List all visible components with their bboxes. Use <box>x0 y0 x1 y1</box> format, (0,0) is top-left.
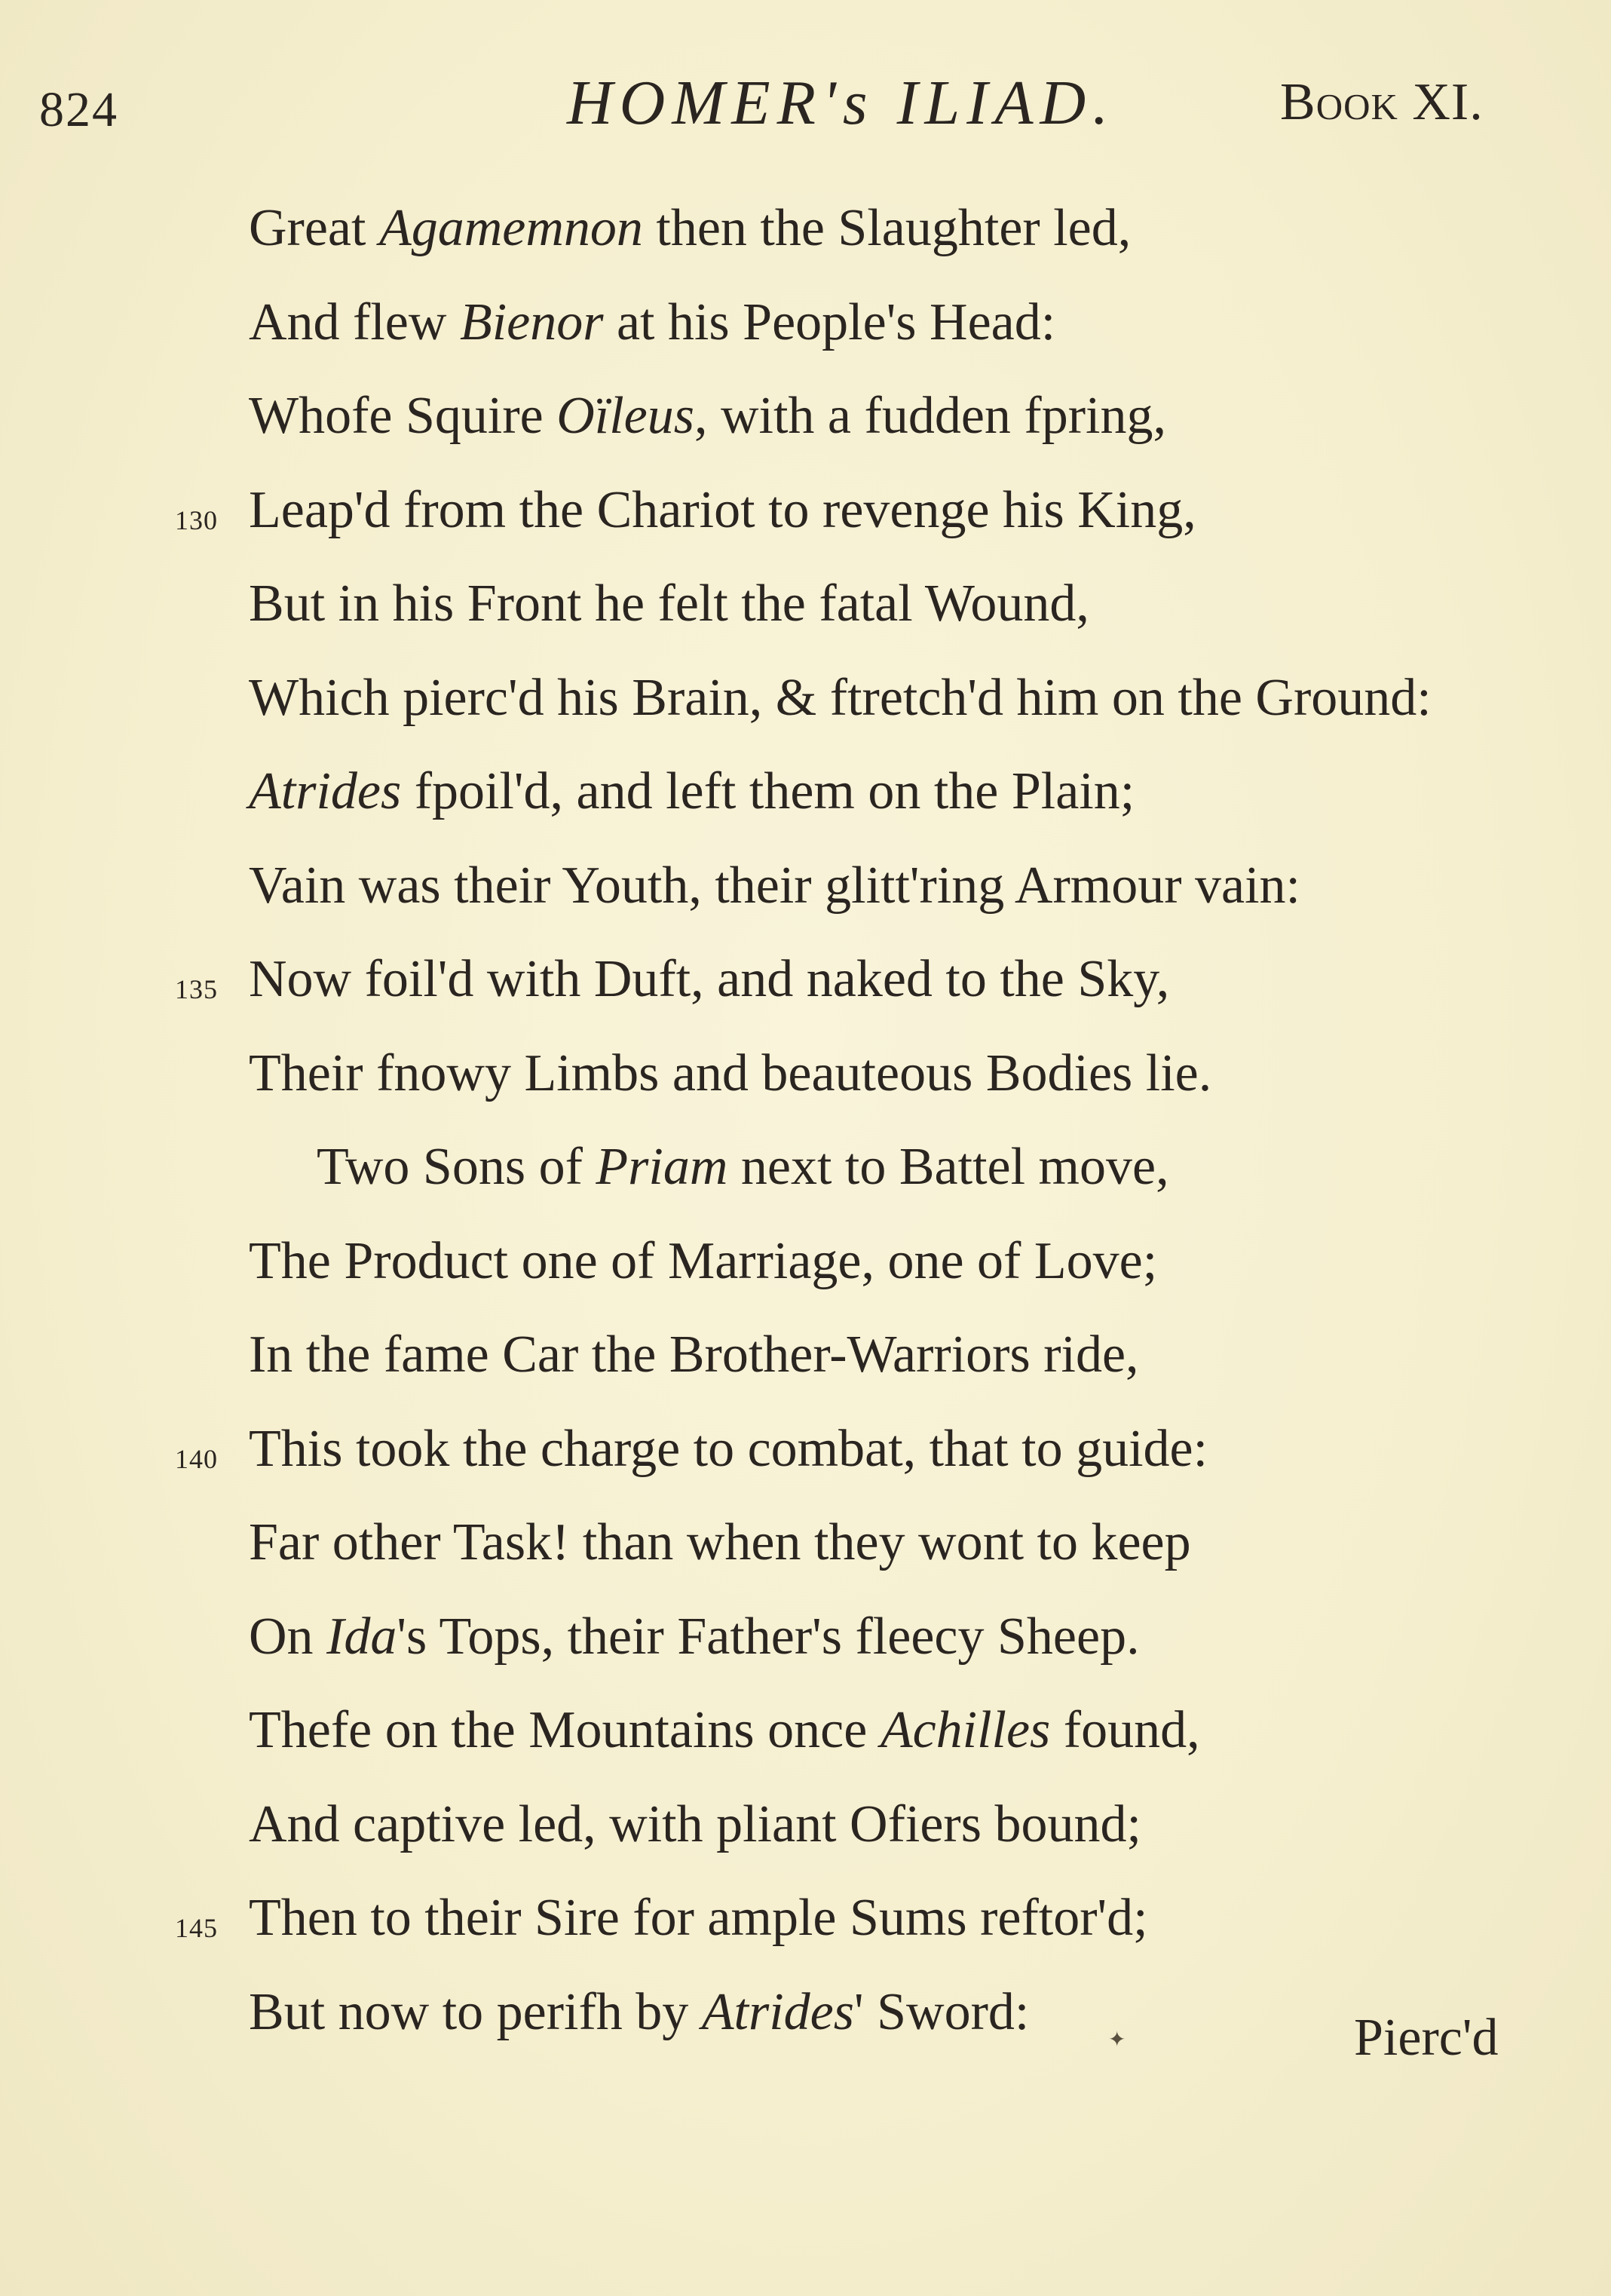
line-number: 135 <box>175 974 218 1004</box>
verse-text: Far other Task! than when they wont to keep <box>249 1513 1191 1571</box>
verse-name: Atrides <box>249 762 402 820</box>
verse-text: next to Battel move, <box>727 1138 1169 1196</box>
verse-line <box>249 1608 1140 1666</box>
verse-text: And flew <box>249 293 460 351</box>
verse-text: Whofe Squire <box>249 387 557 445</box>
verse-text: And captive led, with pliant Ofiers bound; <box>249 1795 1141 1853</box>
verse-text: fpoil'd, and left them on the Plain; <box>401 762 1135 820</box>
verse-text: ' Sword: <box>854 1983 1030 2041</box>
verse-name: Agamemnon <box>378 199 643 257</box>
verse-text: Which pierc'd his Brain, & ftretch'd him on the Ground: <box>249 669 1432 727</box>
verse-name: Priam <box>596 1138 728 1196</box>
verse-name: Atrides <box>701 1983 854 2041</box>
page-number: 824 <box>39 82 118 137</box>
verse-line <box>249 1044 1212 1102</box>
verse-name: Oïleus <box>556 387 694 445</box>
printer-mark: ✦ <box>1108 2028 1126 2052</box>
verse-line <box>249 1795 1141 1853</box>
line-number: 145 <box>175 1913 218 1943</box>
verse-name: Ida <box>326 1608 397 1666</box>
verse-text: Leap'd from the Chariot to revenge his King, <box>249 481 1196 539</box>
catchword: Pierc'd <box>1354 2009 1499 2067</box>
verse-line <box>249 669 1432 727</box>
verse-line <box>317 1138 1169 1196</box>
verse-text: In the fame Car the Brother-Warriors ride, <box>249 1326 1139 1384</box>
verse-text: But in his Front he felt the fatal Wound, <box>249 575 1089 633</box>
verse-text: , with a fudden fpring, <box>694 387 1166 445</box>
verse-line <box>249 1889 1148 1947</box>
verse-text: Then to their Sire for ample Sums reftor'd; <box>249 1889 1148 1947</box>
verse-text: But now to perifh by <box>249 1983 702 2041</box>
verse-text: Their fnowy Limbs and beauteous Bodies lie. <box>249 1044 1212 1102</box>
verse-line <box>249 293 1056 351</box>
line-number: 140 <box>175 1444 218 1474</box>
book-label: Book XI. <box>1280 73 1484 131</box>
verse-line <box>249 762 1135 820</box>
verse-text: at his People's Head: <box>603 293 1056 351</box>
verse-text: Thefe on the Mountains once <box>249 1701 881 1759</box>
verse-line <box>249 1420 1208 1478</box>
verse-text: This took the charge to combat, that to guide: <box>249 1420 1208 1478</box>
verse-line <box>249 1701 1200 1759</box>
verse-text: Great <box>249 199 379 257</box>
verse-line <box>249 1326 1139 1384</box>
verse-line <box>249 1513 1191 1571</box>
verse-line <box>249 575 1089 633</box>
verse-line <box>249 199 1132 257</box>
verse-line <box>249 950 1170 1008</box>
line-number: 130 <box>175 505 218 535</box>
verse-text: Now foil'd with Duft, and naked to the Sky, <box>249 950 1170 1008</box>
verse-text: then the Slaughter led, <box>642 199 1132 257</box>
verse-line <box>249 857 1301 915</box>
verse-text: On <box>249 1608 327 1666</box>
verse-text: Vain was their Youth, their glitt'ring Armour vain: <box>249 857 1301 915</box>
verse-line <box>249 481 1196 539</box>
verse-text: The Product one of Marriage, one of Love; <box>249 1232 1158 1290</box>
verse-text: 's Tops, their Father's fleecy Sheep. <box>397 1608 1140 1666</box>
verse-line <box>249 387 1166 445</box>
verse-text: found, <box>1050 1701 1200 1759</box>
verse-name: Bienor <box>459 293 604 351</box>
verse-text: Two Sons of <box>317 1138 596 1196</box>
verse-line <box>249 1232 1158 1290</box>
verse-line <box>249 1983 1030 2041</box>
running-title: HOMER's ILIAD. <box>567 68 1116 138</box>
verse-name: Achilles <box>880 1701 1051 1759</box>
